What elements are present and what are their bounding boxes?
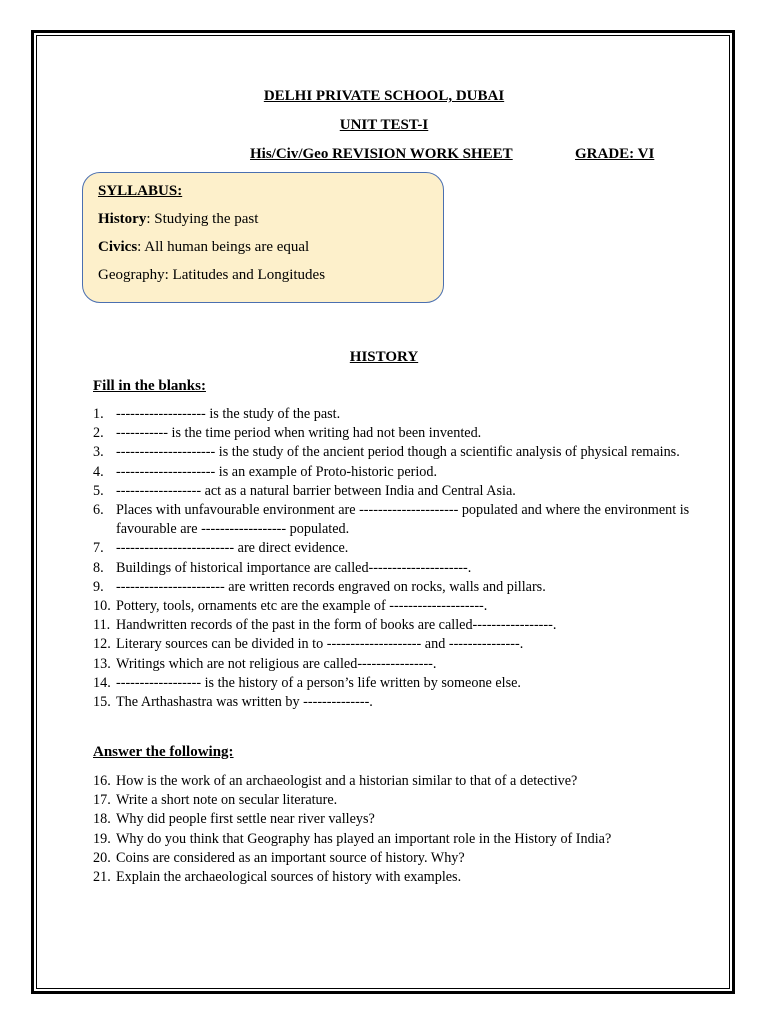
syllabus-title: SYLLABUS: [98,183,183,199]
question-item [93,559,693,578]
question-number: 3. [93,444,104,461]
question-item [93,635,693,654]
question-number: 2. [93,425,104,442]
question-item [93,830,693,849]
question-number: 5. [93,482,104,499]
question-item [93,693,693,712]
question-text: ------------------- is the study of the past. [116,406,341,422]
question-text: ------------------------- are direct evidence. [116,540,349,557]
question-text: Write a short note on secular literature. [116,792,338,809]
question-text: ------------------ is the history of a person’s life written by someone else. [116,674,521,691]
question-item [93,443,693,462]
question-text: Explain the archaeological sources of history with examples. [116,869,462,886]
syllabus-civics-label: Civics [98,239,138,255]
question-text: Why do you think that Geography has played an important role in the History of India? [116,830,612,847]
question-number: 16. [93,773,111,789]
question-number: 8. [93,559,104,576]
question-number: 15. [93,694,111,711]
question-item [93,791,693,810]
question-number: 21. [93,869,111,886]
question-number: 19. [93,830,111,847]
worksheet-title: His/Civ/Geo REVISION WORK SHEET [250,146,513,162]
question-text: The Arthashastra was written by --------------. [116,694,373,711]
question-item [93,463,693,482]
question-number: 14. [93,674,111,691]
syllabus-history-text: : Studying the past [146,211,259,227]
answer-questions-list [93,772,693,887]
question-number: 9. [93,578,104,595]
question-item [93,405,693,424]
question-item [93,674,693,693]
question-item [93,539,693,558]
question-item [93,810,693,829]
question-item [93,616,693,635]
question-item [93,655,693,674]
question-item [93,578,693,597]
question-item [93,482,693,501]
syllabus-history-label: History [98,211,147,227]
question-text: Places with unfavourable environment are --------------------- populated and where the environment is favourable are ------------------ populated. [116,502,690,538]
question-text: Buildings of historical importance are called---------------------. [116,559,472,576]
question-number: 11. [93,617,111,634]
syllabus-history [98,210,258,228]
question-text: --------------------- is the study of the ancient period though a scientific analysis of physical remains. [116,444,680,461]
history-section-title: HISTORY [349,349,419,365]
fill-blanks-heading: Fill in the blanks: [93,378,206,394]
school-name: DELHI PRIVATE SCHOOL, DUBAI [263,88,505,104]
answer-heading: Answer the following: [93,744,234,760]
question-number: 20. [93,849,111,866]
question-item [93,849,693,868]
question-item [93,597,693,616]
question-number: 17. [93,792,111,809]
question-number: 10. [93,598,111,615]
question-number: 12. [93,636,111,653]
question-number: 4. [93,463,104,480]
question-text: How is the work of an archaeologist and a historian similar to that of a detective? [116,773,578,789]
question-text: ----------- is the time period when writing had not been invented. [116,425,482,442]
question-number: 18. [93,811,111,828]
question-item [93,424,693,443]
question-text: Pottery, tools, ornaments etc are the example of --------------------. [116,598,488,615]
test-title: UNIT TEST-I [339,117,429,133]
fill-blanks-list [93,405,693,712]
syllabus-geography: Geography: Latitudes and Longitudes [98,267,326,283]
syllabus-civics-text: : All human beings are equal [137,239,310,255]
question-item [93,772,693,791]
question-number: 7. [93,540,104,557]
question-text: Coins are considered as an important source of history. Why? [116,849,465,866]
question-text: Writings which are not religious are called----------------. [116,655,437,672]
question-text: Why did people first settle near river valleys? [116,811,375,828]
question-text: ----------------------- are written records engraved on rocks, walls and pillars. [116,578,546,595]
question-text: ------------------ act as a natural barrier between India and Central Asia. [116,482,516,499]
question-item [93,868,693,887]
question-text: Literary sources can be divided in to -------------------- and ---------------. [116,636,524,653]
question-number: 6. [93,502,104,519]
question-text: --------------------- is an example of Proto-historic period. [116,463,438,480]
grade-label: GRADE: VI [575,146,655,162]
question-item [93,501,693,539]
question-number: 13. [93,655,111,672]
syllabus-civics [98,238,309,256]
question-number: 1. [93,406,104,422]
question-text: Handwritten records of the past in the form of books are called-----------------. [116,617,557,634]
